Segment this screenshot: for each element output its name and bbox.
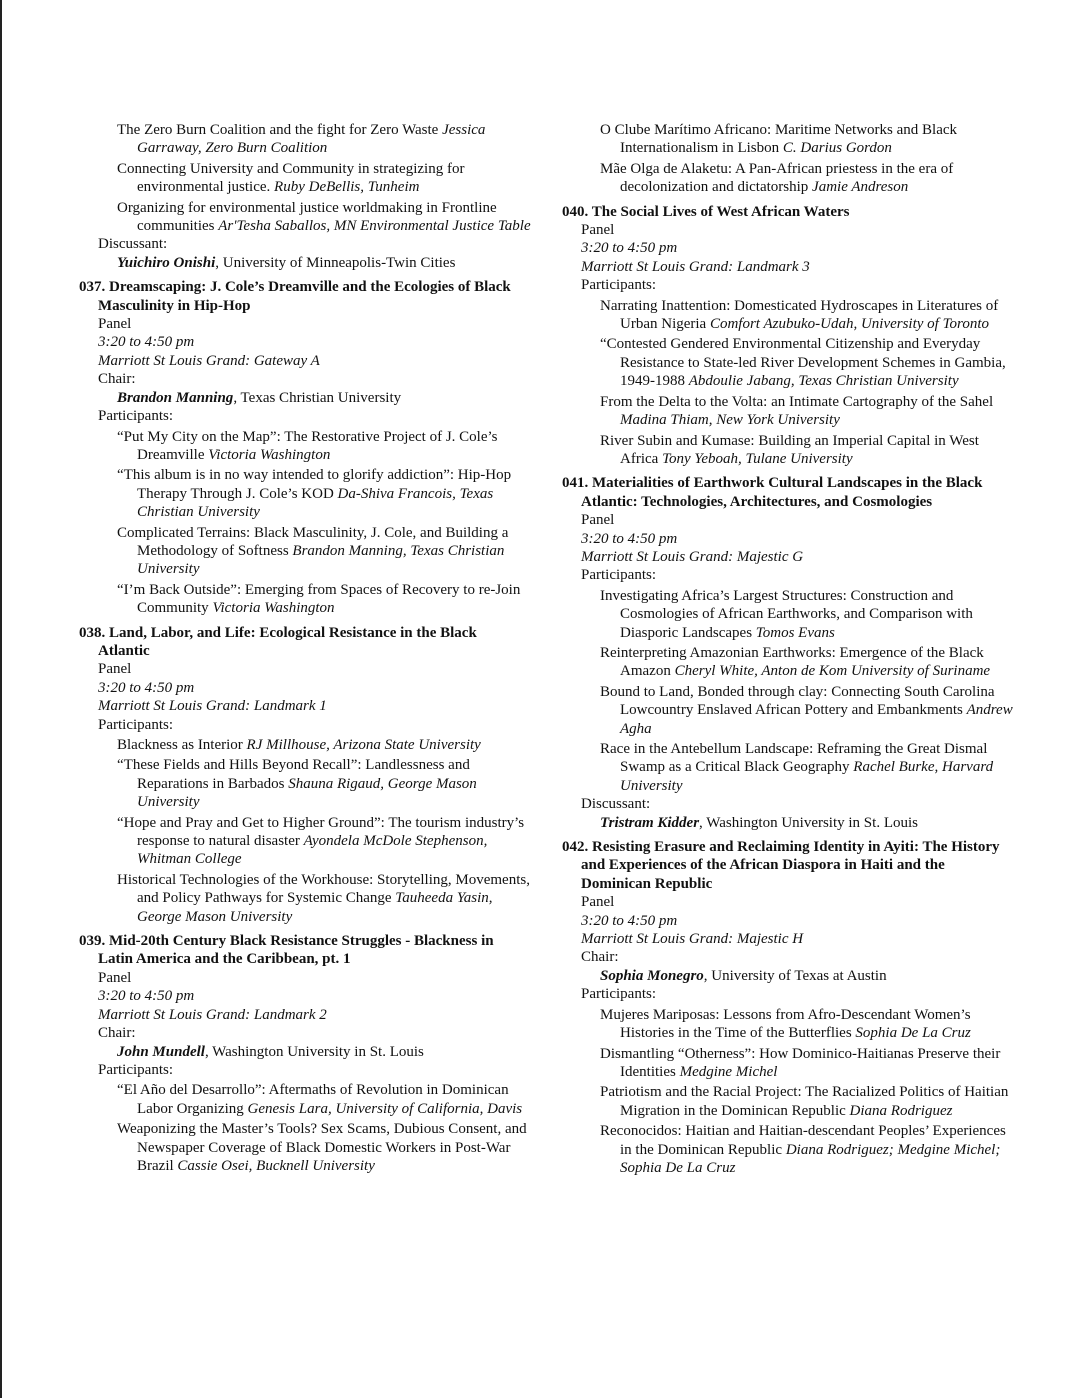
paper-entry: Race in the Antebellum Landscape: Reframing the Great Dismal Swamp as a Critical Black Geography Rachel Burke, Harvard University xyxy=(600,741,994,794)
session-location: Marriott St Louis Grand: Gateway A xyxy=(98,352,320,369)
session-type: Panel xyxy=(581,222,615,239)
paper-entry: Organizing for environmental justice worldmaking in Frontline communities Ar'Tesha Saballos, MN Environmental Justice Table xyxy=(117,199,531,235)
participants-label: Participants: xyxy=(98,408,173,425)
discussant-entry: Tristram Kidder, Washington University in St. Louis xyxy=(600,814,918,831)
paper-entry: O Clube Marítimo Africano: Maritime Networks and Black Internationalism in Lisbon C. Darius Gordon xyxy=(600,122,958,157)
chair-label: Chair: xyxy=(98,371,136,388)
session-time: 3:20 to 4:50 pm xyxy=(98,334,195,351)
session-location: Marriott St Louis Grand: Landmark 2 xyxy=(98,1006,327,1023)
chair-entry: John Mundell, Washington University in St. Louis xyxy=(117,1043,424,1060)
session-title-040: 040. The Social Lives of West African Waters xyxy=(562,203,850,220)
session-location: Marriott St Louis Grand: Majestic G xyxy=(581,548,804,565)
chair-label: Chair: xyxy=(581,949,619,966)
paper-entry: Dismantling “Otherness”: How Dominico-Haitianas Preserve their Identities Medgine Michel xyxy=(600,1045,1001,1080)
paper-entry: “Hope and Pray and Get to Higher Ground”: The tourism industry’s response to natural disaster Ayondela McDole Stephenson, Whitman College xyxy=(117,814,525,868)
paper-entry: “Put My City on the Map”: The Restorative Project of J. Cole’s Dreamville Victoria Washington xyxy=(117,428,498,463)
session-location: Marriott St Louis Grand: Landmark 3 xyxy=(581,258,810,275)
paper-entry: Complicated Terrains: Black Masculinity, J. Cole, and Building a Methodology of Softness Brandon Manning, Texas Christian University xyxy=(117,524,509,578)
paper-entry: Investigating Africa’s Largest Structures: Construction and Cosmologies of African Earthworks, and Comparison with Diasporic Landscapes Tomos Evans xyxy=(600,587,973,641)
session-type: Panel xyxy=(98,969,132,986)
paper-entry: Historical Technologies of the Workhouse: Storytelling, Movements, and Policy Pathways for Systemic Change Tauheeda Yasin, George Mason University xyxy=(117,871,530,925)
discussant-label: Discussant: xyxy=(98,236,168,253)
session-title-042: 042. Resisting Erasure and Reclaiming Identity in Ayiti: The History and Experiences of the African Diaspora in Haiti and the Dominican Republic xyxy=(562,839,1000,892)
paper-entry: Mãe Olga de Alaketu: A Pan-African priestess in the era of decolonization and dictatorship Jamie Andreson xyxy=(600,160,954,196)
paper-entry: Connecting University and Community in strategizing for environmental justice. Ruby DeBellis, Tunheim xyxy=(117,160,465,196)
paper-entry: Bound to Land, Bonded through clay: Connecting South Carolina Lowcountry Enslaved African Pottery and Embankments Andrew Agha xyxy=(600,683,1013,737)
session-type: Panel xyxy=(98,661,132,678)
discussant-entry: Yuichiro Onishi, University of Minneapolis-Twin Cities xyxy=(117,254,456,271)
session-time: 3:20 to 4:50 pm xyxy=(581,530,678,547)
session-title-039: 039. Mid-20th Century Black Resistance Struggles - Blackness in Latin America and the Caribbean, pt. 1 xyxy=(79,933,494,968)
session-title-038: 038. Land, Labor, and Life: Ecological Resistance in the Black Atlantic xyxy=(79,624,477,659)
paper-entry: “Contested Gendered Environmental Citizenship and Everyday Resistance to State-led River Development Schemes in Gambia, 1949-1988 Abdoulie Jabang, Texas Christian University xyxy=(600,336,1006,390)
left-column xyxy=(79,119,531,1175)
chair-label: Chair: xyxy=(98,1025,136,1042)
participants-label: Participants: xyxy=(581,986,656,1003)
paper-entry: From the Delta to the Volta: an Intimate Cartography of the Sahel Madina Thiam, New York University xyxy=(600,393,994,429)
session-time: 3:20 to 4:50 pm xyxy=(98,679,195,696)
paper-entry: Reconocidos: Haitian and Haitian-descendant Peoples’ Experiences in the Dominican Republic Diana Rodriguez; Medgine Michel; Sophia De La Cruz xyxy=(600,1123,1006,1176)
session-type: Panel xyxy=(581,894,615,911)
session-time: 3:20 to 4:50 pm xyxy=(98,988,195,1005)
right-column xyxy=(562,119,1014,1177)
paper-entry: Blackness as Interior RJ Millhouse, Arizona State University xyxy=(117,737,481,753)
chair-entry: Sophia Monegro, University of Texas at Austin xyxy=(600,967,887,984)
paper-entry: “This album is in no way intended to glorify addiction”: Hip-Hop Therapy Through J. Cole’s KOD Da-Shiva Francois, Texas Christian University xyxy=(117,467,512,521)
paper-entry: River Subin and Kumase: Building an Imperial Capital in West Africa Tony Yeboah, Tulane University xyxy=(600,432,979,467)
paper-entry: “El Año del Desarrollo”: Aftermaths of Revolution in Dominican Labor Organizing Genesis Lara, University of California, Davis xyxy=(117,1082,523,1117)
paper-entry: The Zero Burn Coalition and the fight for Zero Waste Jessica Garraway, Zero Burn Coalition xyxy=(117,122,486,157)
paper-entry: Reinterpreting Amazonian Earthworks: Emergence of the Black Amazon Cheryl White, Anton de Kom University of Suriname xyxy=(600,644,991,680)
discussant-label: Discussant: xyxy=(581,796,651,813)
paper-entry: Narrating Inattention: Domesticated Hydroscapes in Literatures of Urban Nigeria Comfort Azubuko-Udah, University of Toronto xyxy=(600,297,999,333)
session-title-037: 037. Dreamscaping: J. Cole’s Dreamville and the Ecologies of Black Masculinity in Hip-Hop xyxy=(79,279,511,314)
session-title-041: 041. Materialities of Earthwork Cultural Landscapes in the Black Atlantic: Technologies, Architectures, and Cosmologies xyxy=(562,475,983,510)
paper-entry: “These Fields and Hills Beyond Recall”: Landlessness and Reparations in Barbados Shauna Rigaud, George Mason University xyxy=(117,757,477,811)
participants-label: Participants: xyxy=(581,567,656,584)
paper-entry: Weaponizing the Master’s Tools? Sex Scams, Dubious Consent, and Newspaper Coverage of Black Domestic Workers in Post-War Brazil Cassie Osei, Bucknell University xyxy=(117,1121,527,1174)
page-left-border xyxy=(0,0,2,1398)
session-time: 3:20 to 4:50 pm xyxy=(581,912,678,929)
session-time: 3:20 to 4:50 pm xyxy=(581,240,678,257)
paper-entry: “I’m Back Outside”: Emerging from Spaces of Recovery to re-Join Community Victoria Washington xyxy=(117,581,521,617)
session-type: Panel xyxy=(98,316,132,333)
paper-entry: Patriotism and the Racial Project: The Racialized Politics of Haitian Migration in the Dominican Republic Diana Rodriguez xyxy=(600,1084,1009,1119)
paper-entry: Mujeres Mariposas: Lessons from Afro-Descendant Women’s Histories in the Time of the Butterflies Sophia De La Cruz xyxy=(600,1006,971,1042)
session-location: Marriott St Louis Grand: Landmark 1 xyxy=(98,698,327,715)
participants-label: Participants: xyxy=(98,1061,173,1078)
chair-entry: Brandon Manning, Texas Christian University xyxy=(117,389,402,406)
participants-label: Participants: xyxy=(98,716,173,733)
participants-label: Participants: xyxy=(581,277,656,294)
session-location: Marriott St Louis Grand: Majestic H xyxy=(581,931,804,948)
session-type: Panel xyxy=(581,512,615,529)
